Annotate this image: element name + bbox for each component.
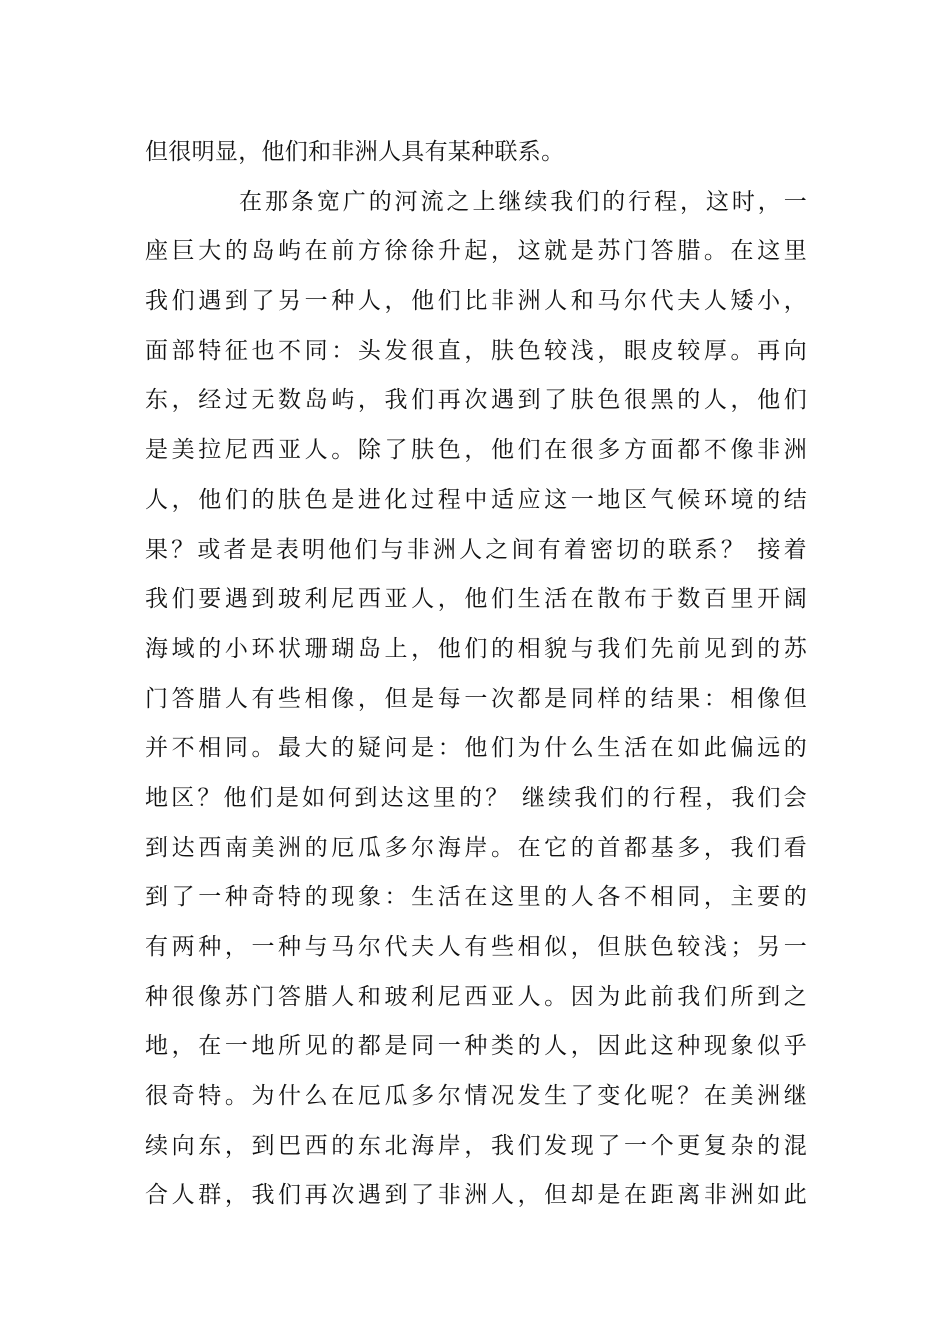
paragraph-line: 在那条宽广的河流之上继续我们的行程，这时，一 bbox=[239, 188, 807, 215]
body-text bbox=[145, 128, 807, 1221]
paragraph-line: 东，经过无数岛屿，我们再次遇到了肤色很黑的人，他们 bbox=[145, 387, 807, 414]
paragraph-line: 座巨大的岛屿在前方徐徐升起，这就是苏门答腊。在这里 bbox=[145, 238, 807, 265]
paragraph-line: 面部特征也不同：头发很直，肤色较浅，眼皮较厚。再向 bbox=[145, 337, 807, 364]
paragraph-line: 海域的小环状珊瑚岛上，他们的相貌与我们先前见到的苏 bbox=[145, 635, 807, 662]
paragraph-line: 到了一种奇特的现象：生活在这里的人各不相同，主要的 bbox=[145, 884, 807, 911]
paragraph-line: 并不相同。最大的疑问是：他们为什么生活在如此偏远的 bbox=[145, 735, 807, 762]
paragraph-line: 人，他们的肤色是进化过程中适应这一地区气候环境的结 bbox=[145, 486, 807, 513]
paragraph-line: 果？或者是表明他们与非洲人之间有着密切的联系？ 接着 bbox=[145, 536, 807, 563]
paragraph-line: 地区？他们是如何到达这里的？ 继续我们的行程，我们会 bbox=[145, 784, 807, 811]
paragraph-line: 但很明显，他们和非洲人具有某种联系。 bbox=[145, 139, 565, 165]
paragraph-line: 到达西南美洲的厄瓜多尔海岸。在它的首都基多，我们看 bbox=[145, 834, 807, 861]
paragraph-line: 种很像苏门答腊人和玻利尼西亚人。因为此前我们所到之 bbox=[145, 983, 807, 1010]
paragraph-line: 我们要遇到玻利尼西亚人，他们生活在散布于数百里开阔 bbox=[145, 586, 807, 613]
paragraph-line: 是美拉尼西亚人。除了肤色，他们在很多方面都不像非洲 bbox=[145, 437, 807, 464]
paragraph-line: 合人群，我们再次遇到了非洲人，但却是在距离非洲如此 bbox=[145, 1182, 807, 1209]
paragraph-line: 地，在一地所见的都是同一种类的人，因此这种现象似乎 bbox=[145, 1033, 807, 1060]
paragraph-line: 很奇特。为什么在厄瓜多尔情况发生了变化呢？在美洲继 bbox=[145, 1083, 807, 1110]
paragraph-line: 门答腊人有些相像，但是每一次都是同样的结果：相像但 bbox=[145, 685, 807, 712]
paragraph-line: 续向东，到巴西的东北海岸，我们发现了一个更复杂的混 bbox=[145, 1132, 807, 1159]
paragraph-line: 有两种，一种与马尔代夫人有些相似，但肤色较浅；另一 bbox=[145, 934, 807, 960]
paragraph-line: 我们遇到了另一种人，他们比非洲人和马尔代夫人矮小， bbox=[145, 288, 807, 315]
